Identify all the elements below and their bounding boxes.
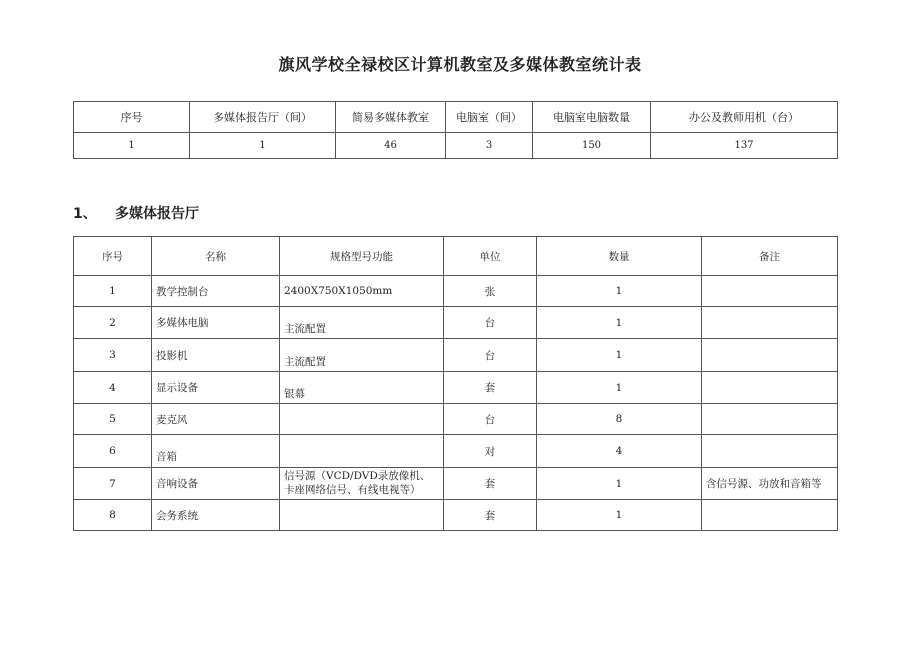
header-cell-unit: 单位 — [444, 237, 537, 276]
summary-value-cell: 3 — [446, 133, 533, 159]
row-unit: 套 — [444, 372, 537, 404]
row-qty: 1 — [537, 500, 702, 531]
row-unit: 套 — [444, 500, 537, 531]
row-no: 7 — [74, 468, 152, 500]
row-no: 3 — [74, 339, 152, 372]
summary-value-cell: 1 — [190, 133, 336, 159]
summary-header-cell: 多媒体报告厅（间） — [190, 102, 336, 133]
summary-header-cell: 简易多媒体教室 — [336, 102, 446, 133]
summary-header-cell: 电脑室（间） — [446, 102, 533, 133]
row-spec: 信号源（VCD/DVD录放像机、卡座网络信号、有线电视等） — [280, 468, 444, 500]
summary-table — [73, 101, 838, 159]
row-spec: 银幕 — [280, 372, 444, 404]
row-spec — [280, 404, 444, 435]
summary-header-row — [74, 102, 838, 133]
row-note — [702, 307, 838, 339]
row-no: 5 — [74, 404, 152, 435]
summary-value-row — [74, 133, 838, 159]
table-row — [74, 404, 838, 435]
summary-value-cell: 137 — [651, 133, 838, 159]
row-note: 含信号源、功放和音箱等 — [702, 468, 838, 500]
summary-header-cell: 办公及教师用机（台） — [651, 102, 838, 133]
section-number: 1、 — [73, 206, 97, 222]
row-unit: 对 — [444, 435, 537, 468]
row-note — [702, 339, 838, 372]
row-note — [702, 500, 838, 531]
row-unit: 台 — [444, 307, 537, 339]
row-name: 投影机 — [152, 339, 280, 372]
row-name: 会务系统 — [152, 500, 280, 531]
table-row — [74, 276, 838, 307]
row-qty: 4 — [537, 435, 702, 468]
row-no: 8 — [74, 500, 152, 531]
row-qty: 1 — [537, 468, 702, 500]
row-no: 1 — [74, 276, 152, 307]
row-note — [702, 276, 838, 307]
header-cell-qty: 数量 — [537, 237, 702, 276]
document-title: 旗风学校全禄校区计算机教室及多媒体教室统计表 — [278, 55, 642, 74]
row-qty: 1 — [537, 276, 702, 307]
row-spec: 2400X750X1050mm — [280, 276, 444, 307]
table-row — [74, 339, 838, 372]
summary-value-cell: 150 — [533, 133, 651, 159]
row-note — [702, 404, 838, 435]
table-row — [74, 468, 838, 500]
summary-header-cell: 序号 — [74, 102, 190, 133]
row-unit: 台 — [444, 404, 537, 435]
section-heading — [73, 203, 199, 223]
equipment-header-row — [74, 237, 838, 276]
row-unit: 台 — [444, 339, 537, 372]
row-name: 音箱 — [152, 435, 280, 468]
header-cell-spec: 规格型号功能 — [280, 237, 444, 276]
row-spec: 主流配置 — [280, 339, 444, 372]
row-no: 4 — [74, 372, 152, 404]
row-name: 麦克风 — [152, 404, 280, 435]
summary-value-cell: 1 — [74, 133, 190, 159]
row-name: 显示设备 — [152, 372, 280, 404]
header-cell-no: 序号 — [74, 237, 152, 276]
row-name: 多媒体电脑 — [152, 307, 280, 339]
row-note — [702, 435, 838, 468]
row-no: 2 — [74, 307, 152, 339]
summary-value-cell: 46 — [336, 133, 446, 159]
row-qty: 1 — [537, 372, 702, 404]
summary-header-cell: 电脑室电脑数量 — [533, 102, 651, 133]
table-row — [74, 435, 838, 468]
section-title: 多媒体报告厅 — [115, 206, 199, 222]
row-qty: 8 — [537, 404, 702, 435]
row-spec — [280, 500, 444, 531]
row-qty: 1 — [537, 339, 702, 372]
header-cell-name: 名称 — [152, 237, 280, 276]
row-name: 教学控制台 — [152, 276, 280, 307]
row-qty: 1 — [537, 307, 702, 339]
row-note — [702, 372, 838, 404]
row-spec — [280, 435, 444, 468]
row-unit: 张 — [444, 276, 537, 307]
row-name: 音响设备 — [152, 468, 280, 500]
row-no: 6 — [74, 435, 152, 468]
row-unit: 套 — [444, 468, 537, 500]
table-row — [74, 500, 838, 531]
header-cell-note: 备注 — [702, 237, 838, 276]
table-row — [74, 307, 838, 339]
equipment-table — [73, 236, 838, 531]
row-spec: 主流配置 — [280, 307, 444, 339]
table-row — [74, 372, 838, 404]
